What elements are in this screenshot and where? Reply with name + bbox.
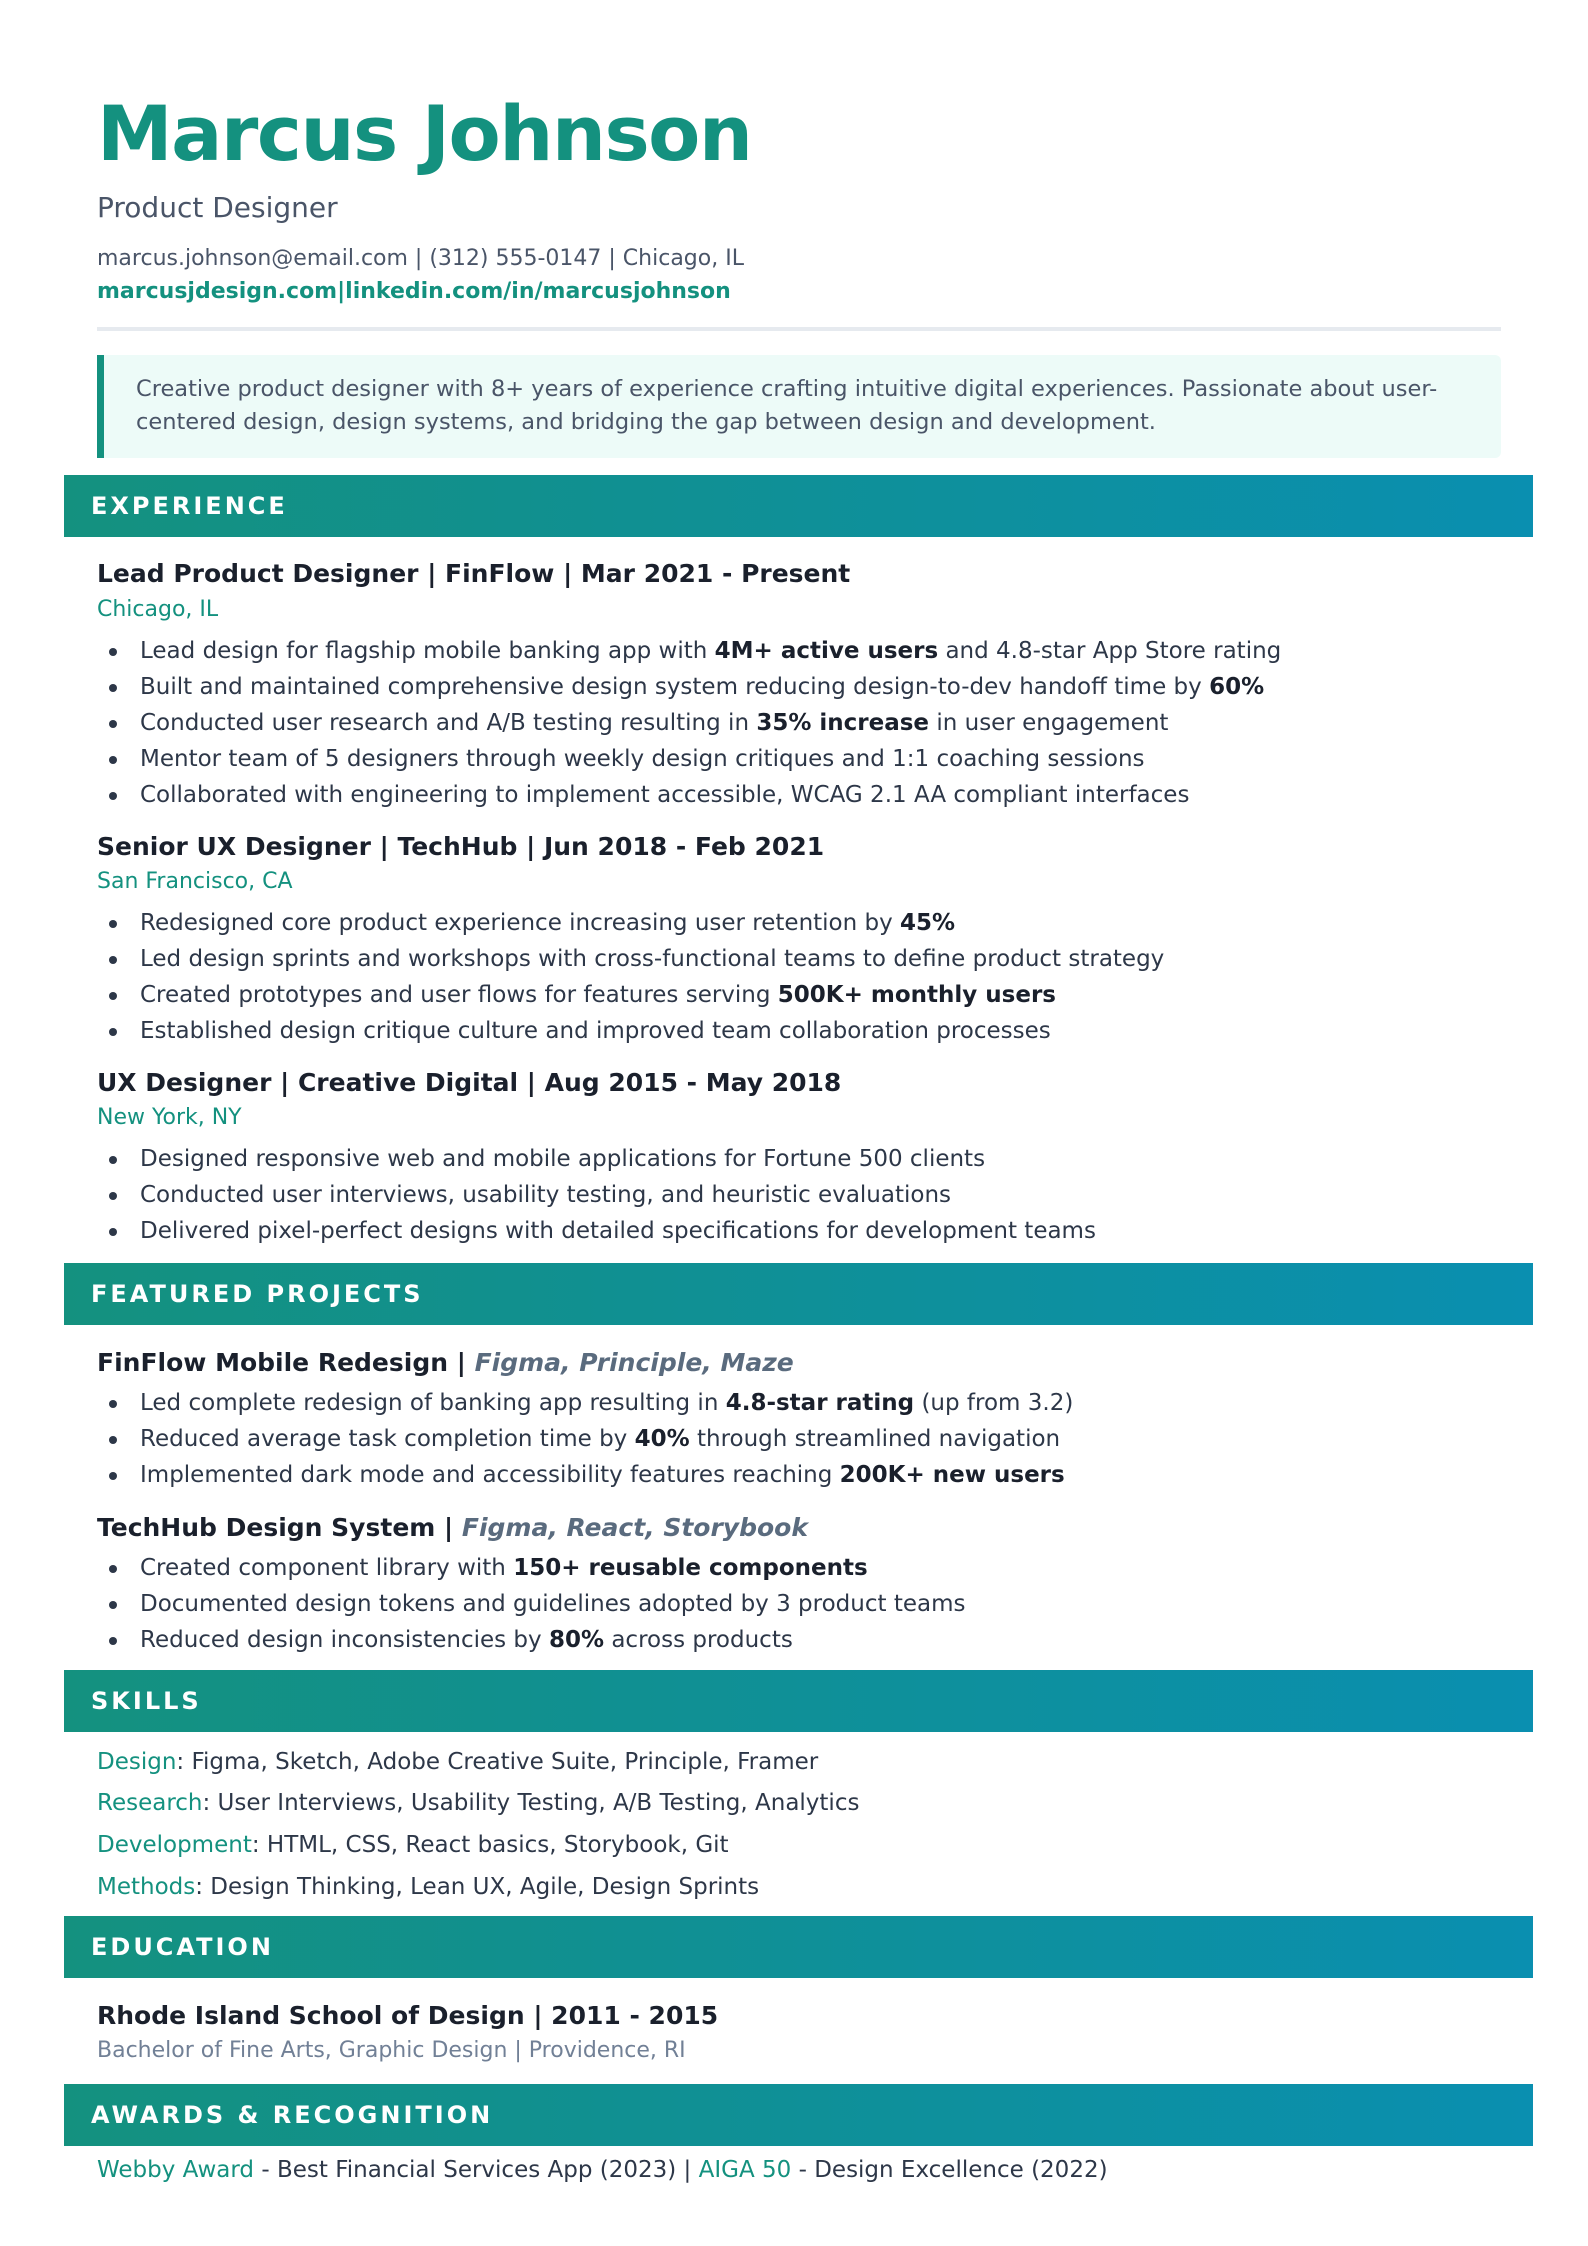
job-location: New York, NY [97,1105,242,1130]
contact-line: marcus.johnson@email.com | (312) 555-0147 | Chicago, IL [97,246,744,271]
website-link[interactable]: marcusjdesign.com [97,279,338,304]
summary-box [97,355,1501,458]
job-heading: Senior UX Designer | TechHub | Jun 2018 - Feb 2021 [97,832,825,861]
bullet-item: Established design critique culture and improved team collaboration processes [97,1013,1164,1049]
skill-row: Development: HTML, CSS, React basics, Storybook, Git [97,1832,729,1858]
education-heading: Rhode Island School of Design | 2011 - 2015 [97,2001,719,2030]
bullet-item: Reduced average task completion time by 40% through streamlined navigation [97,1421,1073,1457]
award-name: AIGA 50 [698,2157,792,2183]
bullet-item: Lead design for flagship mobile banking app with 4M+ active users and 4.8-star App Store rating [97,633,1281,669]
bullet-item: Created prototypes and user flows for features serving 500K+ monthly users [97,977,1164,1013]
job-bullets [97,633,1281,813]
project-name: TechHub Design System [97,1513,436,1542]
section-header-experience: EXPERIENCE [64,475,1533,537]
job-location: San Francisco, CA [97,869,293,894]
bullet-item: Implemented dark mode and accessibility features reaching 200K+ new users [97,1457,1073,1493]
bullet-item: Conducted user research and A/B testing resulting in 35% increase in user engagement [97,705,1281,741]
bullet-item: Documented design tokens and guidelines adopted by 3 product teams [97,1586,965,1622]
job-bullets [97,1141,1096,1249]
skill-category: Design [97,1749,177,1775]
bullet-item: Led design sprints and workshops with cross-functional teams to define product strategy [97,941,1164,977]
bullet-item: Mentor team of 5 designers through weekly design critiques and 1:1 coaching sessions [97,741,1281,777]
bullet-item: Delivered pixel-perfect designs with detailed specifications for development teams [97,1213,1096,1249]
section-header-projects: FEATURED PROJECTS [64,1263,1533,1325]
project-tech: Figma, React, Storybook [461,1513,808,1542]
job-bullets [97,905,1164,1049]
education-detail: Bachelor of Fine Arts, Graphic Design | Providence, RI [97,2038,686,2063]
project-heading: FinFlow Mobile Redesign | Figma, Principle, Maze [97,1348,794,1377]
skill-category: Development [97,1832,252,1858]
job-heading: UX Designer | Creative Digital | Aug 2015 - May 2018 [97,1068,842,1097]
bullet-item: Collaborated with engineering to implement accessible, WCAG 2.1 AA compliant interfaces [97,777,1281,813]
project-bullets [97,1550,965,1658]
bullet-item: Created component library with 150+ reusable components [97,1550,965,1586]
candidate-title: Product Designer [97,191,338,224]
bullet-item: Reduced design inconsistencies by 80% across products [97,1622,965,1658]
skill-category: Research [97,1790,203,1816]
bullet-item: Designed responsive web and mobile applications for Fortune 500 clients [97,1141,1096,1177]
project-heading: TechHub Design System | Figma, React, Storybook [97,1513,808,1542]
bullet-item: Led complete redesign of banking app resulting in 4.8-star rating (up from 3.2) [97,1385,1073,1421]
section-header-skills: SKILLS [64,1670,1533,1732]
project-name: FinFlow Mobile Redesign [97,1348,449,1377]
project-tech: Figma, Principle, Maze [474,1348,794,1377]
bullet-item: Redesigned core product experience increasing user retention by 45% [97,905,1164,941]
project-bullets [97,1385,1073,1493]
job-location: Chicago, IL [97,597,219,622]
skill-row: Methods: Design Thinking, Lean UX, Agile, Design Sprints [97,1874,760,1900]
candidate-name: Marcus Johnson [97,89,752,178]
summary-text: Creative product designer with 8+ years of experience crafting intuitive digital experiences. Passionate about user-centered design, design systems, and bridging the gap between design and development. [136,376,1438,435]
section-header-education: EDUCATION [64,1916,1533,1978]
job-heading: Lead Product Designer | FinFlow | Mar 2021 - Present [97,559,851,588]
awards-line: Webby Award - Best Financial Services App (2023) | AIGA 50 - Design Excellence (2022) [97,2157,1108,2183]
links-line [97,279,731,304]
link-separator: | [337,279,346,304]
linkedin-link[interactable]: linkedin.com/in/marcusjohnson [345,279,731,304]
section-header-awards: AWARDS & RECOGNITION [64,2084,1533,2146]
skill-row: Design: Figma, Sketch, Adobe Creative Suite, Principle, Framer [97,1749,819,1775]
header-divider [97,327,1501,331]
award-name: Webby Award [97,2157,255,2183]
bullet-item: Built and maintained comprehensive design system reducing design-to-dev handoff time by 60% [97,669,1281,705]
skill-category: Methods [97,1874,196,1900]
skill-row: Research: User Interviews, Usability Testing, A/B Testing, Analytics [97,1790,860,1816]
bullet-item: Conducted user interviews, usability testing, and heuristic evaluations [97,1177,1096,1213]
